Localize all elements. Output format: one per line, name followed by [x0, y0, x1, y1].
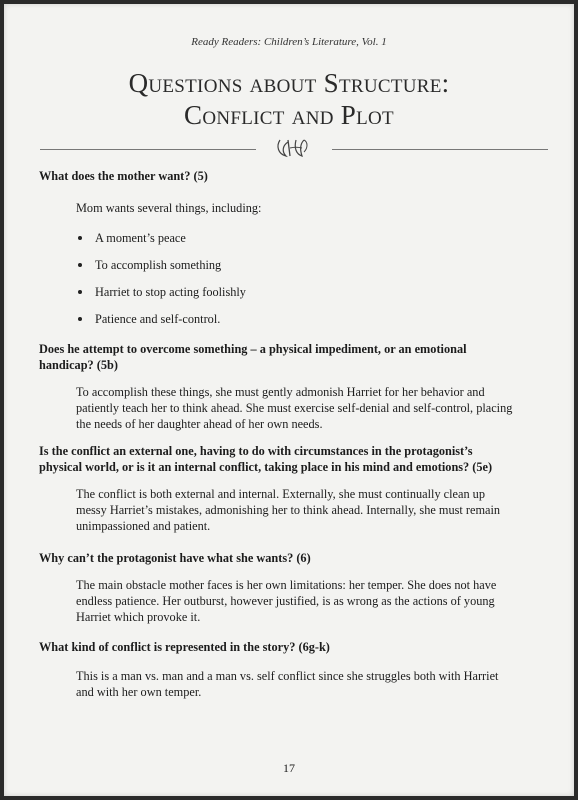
answer-text: The conflict is both external and internal. Externally, she must continually clean up messy Harriet’s mistakes, admonishing her to think ahead. Internally, she must remain unimpassioned and patient.: [76, 487, 501, 533]
page-title-line-1: Questions about Structure:: [128, 68, 450, 98]
list-item: A moment’s peace: [39, 230, 549, 246]
question-heading: Does he attempt to overcome something – a physical impediment, or an emotional handicap? (5b): [39, 342, 467, 372]
list-item: Harriet to stop acting foolishly: [39, 284, 549, 300]
list-item: Patience and self-control.: [39, 311, 549, 327]
answer-text: This is a man vs. man and a man vs. self conflict since she struggles both with Harriet and with her own temper.: [76, 669, 499, 699]
question-heading: Is the conflict an external one, having to do with circumstances in the protagonist’s physical world, or is it an internal conflict, taking place in his mind and emotions? (5e): [39, 444, 493, 474]
divider-rule-right: [332, 149, 548, 150]
content-body: [39, 164, 549, 700]
bullet-icon: [78, 263, 82, 267]
bullet-icon: [78, 317, 82, 321]
flourish-ornament-icon: [266, 136, 322, 160]
list-item: To accomplish something: [39, 257, 549, 273]
question-heading: Why can’t the protagonist have what she wants? (6): [39, 551, 311, 565]
bullet-icon: [78, 236, 82, 240]
page-title-line-2: Conflict and Plot: [184, 100, 394, 130]
ornamental-divider: [40, 136, 548, 160]
question-heading: What does the mother want? (5): [39, 169, 208, 183]
answer-text: The main obstacle mother faces is her own limitations: her temper. She does not have endless patience. Her outburst, however justified, is as wrong as the actions of young Harriet which provoke it.: [76, 578, 497, 624]
answer-text: To accomplish these things, she must gently admonish Harriet for her behavior and patiently teach her to think ahead. She must exercise self-denial and self-control, placing the needs of her daughter ahead of her own needs.: [76, 385, 513, 431]
bullet-icon: [78, 290, 82, 294]
bullet-list: [39, 230, 549, 327]
running-header: Ready Readers: Children’s Literature, Vol. 1: [191, 36, 387, 48]
question-heading: What kind of conflict is represented in the story? (6g-k): [39, 640, 330, 654]
divider-rule-left: [40, 149, 256, 150]
page-number: 17: [283, 761, 295, 775]
document-page: [4, 4, 574, 796]
answer-text: Mom wants several things, including:: [76, 201, 262, 215]
